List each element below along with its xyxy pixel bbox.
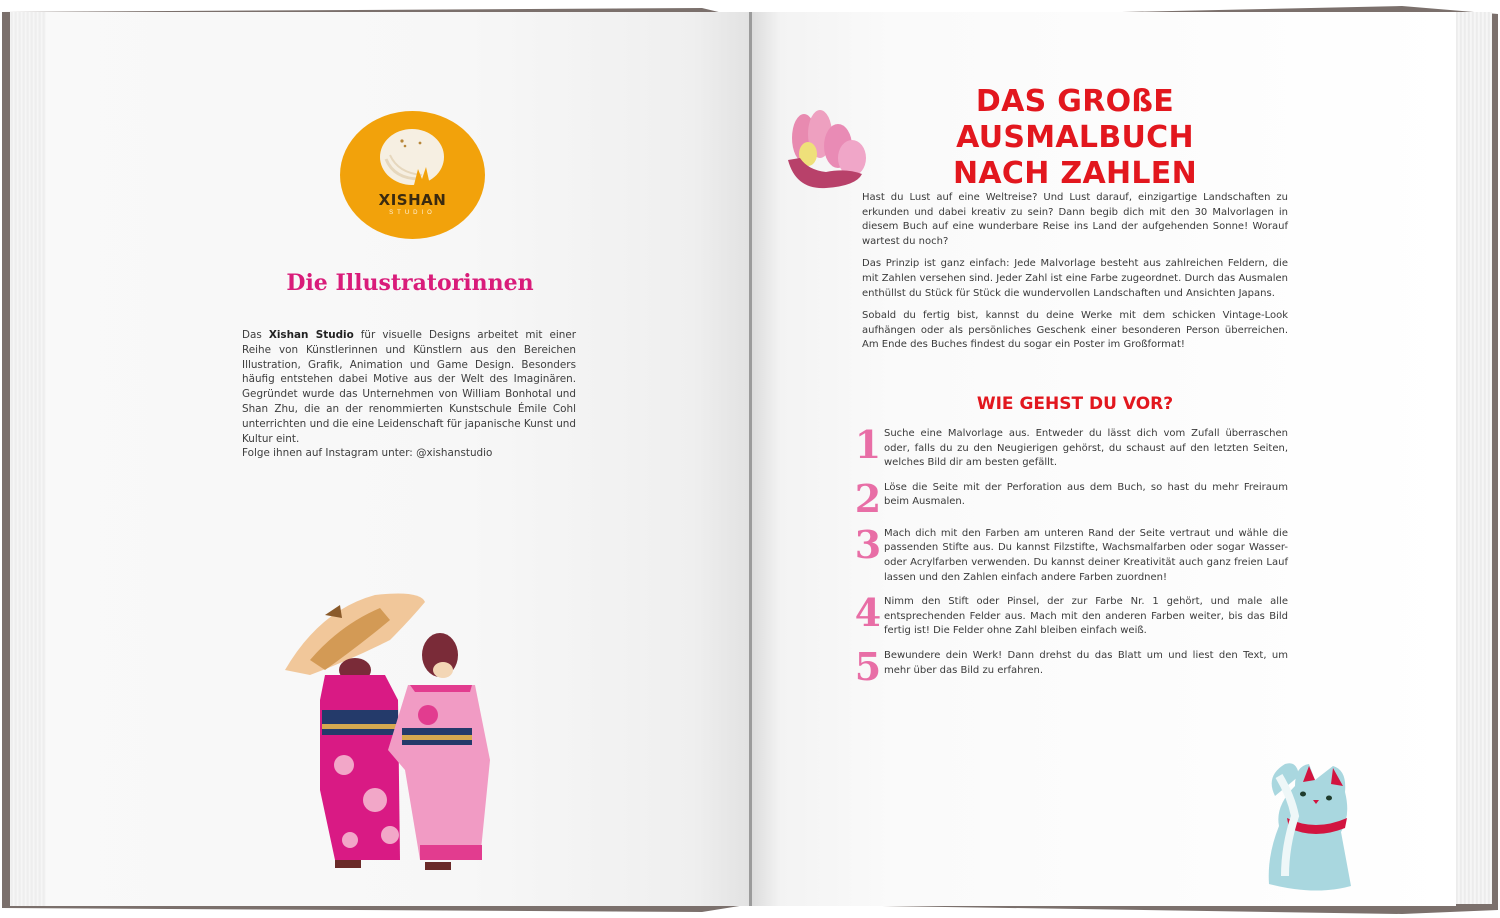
bio-intro: Das — [242, 329, 269, 341]
step-number: 1 — [854, 422, 882, 467]
intro-text — [862, 191, 1288, 361]
step-number: 4 — [854, 590, 882, 636]
intro-paragraph: Hast du Lust auf eine Weltreise? Und Lust darauf, einzigartige Landschaften zu erkunden und dabei kreativ zu sein? Dann begib dich mit den 30 Malvorlagen in diesem Buch auf eine wunderbare Reise ins Land der aufgehenden Sonne! Worauf wartest du noch? — [862, 192, 1288, 247]
step-text: Suche eine Malvorlage aus. Entweder du lässt dich vom Zufall überraschen oder, falls du zu den Neugierigen gehörst, du schaust auf den letzten Seiten, welches Bild dir am besten gefällt. — [884, 428, 1288, 469]
step-item — [852, 422, 1288, 471]
page-stack-left — [10, 12, 50, 906]
step-item — [852, 475, 1288, 521]
step-number: 3 — [854, 521, 882, 567]
step-text: Bewundere dein Werk! Dann drehst du das Blatt um und liest den Text, um mehr über das Bild zu erfahren. — [884, 649, 1288, 676]
illustrators-bio — [242, 328, 576, 461]
how-to-heading: WIE GEHST DU VOR? — [976, 394, 1174, 414]
pink-flower-decoration — [786, 108, 868, 192]
title-line-2: NACH ZAHLEN — [953, 156, 1197, 191]
step-item — [852, 590, 1288, 639]
title-line-1: DAS GROßE AUSMALBUCH — [956, 84, 1194, 155]
intro-paragraph: Sobald du fertig bist, kannst du deine Werke mit dem schicken Vintage-Look aufhängen oder als persönliches Geschenk einer besonderen Person überreichen. Am Ende des Buches findest du sogar ein Poster im Großformat! — [862, 310, 1288, 351]
maneki-neko-cat-illustration — [1255, 756, 1365, 896]
step-number: 5 — [854, 643, 882, 689]
step-text: Löse die Seite mit der Perforation aus dem Buch, so hast du mehr Freiraum beim Ausmalen. — [884, 481, 1288, 508]
xishan-studio-logo — [340, 111, 485, 239]
step-item — [852, 521, 1288, 585]
illustrators-heading: Die Illustratorinnen — [286, 270, 534, 296]
step-text: Mach dich mit den Farben am unteren Rand der Seite vertraut und wähle die passenden Stifte aus. Du kannst Filzstifte, Wachsmalfarben oder sogar Wasser- oder Acrylfarben verwenden. Du kannst deiner Kreativität auch ganz freien Lauf lassen und den Zahlen einfach andere Farben zuordnen! — [884, 527, 1288, 583]
logo-subtitle: STUDIO — [389, 210, 436, 216]
page-stack-right — [1455, 12, 1492, 904]
kimono-couple-illustration — [280, 590, 500, 880]
step-number: 2 — [854, 475, 882, 521]
steps-list — [852, 422, 1288, 695]
logo-name: XISHAN — [378, 191, 447, 209]
intro-paragraph: Das Prinzip ist ganz einfach: Jede Malvorlage besteht aus zahlreichen Feldern, die mit Zahlen versehen sind. Jeder Zahl ist eine Farbe zugeordnet. Durch das Ausmalen enthüllst du Stück für Stück die wundervollen Landschaften und Ansichten Japans. — [862, 258, 1288, 299]
bio-instagram: Folge ihnen auf Instagram unter: @xishanstudio — [242, 447, 493, 460]
step-text: Nimm den Stift oder Pinsel, der zur Farbe Nr. 1 gehört, und male alle entsprechenden Felder aus. Mach mit den anderen Farben weiter, bis das Bild fertig ist! Die Felder ohne Zahl bleiben einfach weiß. — [884, 596, 1288, 637]
book-gutter — [749, 12, 752, 906]
moon-icon — [380, 129, 444, 185]
bio-studio-name: Xishan Studio — [268, 329, 354, 341]
bio-body: für visuelle Designs arbeitet mit einer Reihe von Künstlerinnen und Künstlern aus den Bereichen Illustration, Grafik, Animation und Game Design. Besonders häufig entstehen dabei Motive aus der Welt des Imaginären. Gegründet wurde das Unternehmen von William Bonhotal und Shan Zhu, die an der renommierten Kunstschule Émile Cohl unterrichten und die eine Leidenschaft für japanische Kunst und Kultur eint. — [242, 329, 576, 445]
step-item — [852, 643, 1288, 689]
book-title — [860, 84, 1290, 192]
